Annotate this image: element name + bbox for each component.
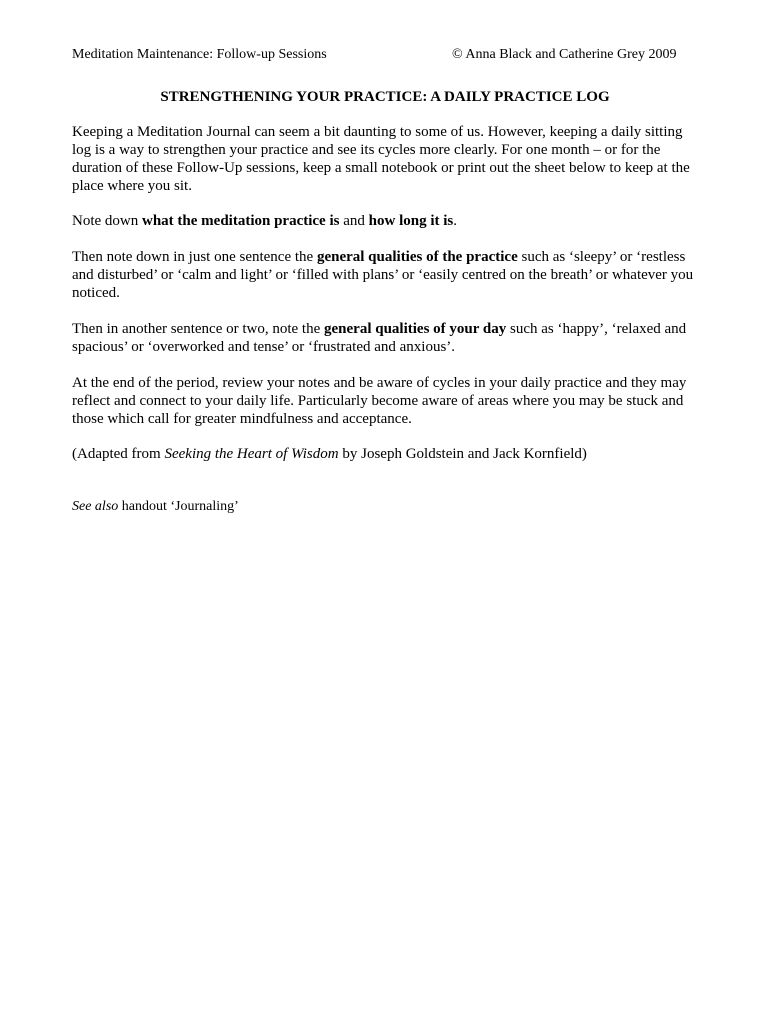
p2-text-c: and	[339, 213, 369, 229]
p2-text-a: Note down	[72, 213, 142, 229]
paragraph-day-qualities	[72, 320, 700, 356]
paragraph-practice-qualities	[72, 248, 700, 302]
p3-text-a: Then note down in just one sentence the	[72, 249, 317, 265]
paragraph-attribution	[72, 445, 700, 463]
p3-text-c: such as ‘sleepy’ or ‘restless and disturbed’ or ‘calm and light’ or ‘filled with plans’ or ‘easily centred on the breath’ or whatever you noticed.	[72, 249, 694, 301]
p2-bold-practice: what the meditation practice is	[142, 213, 340, 229]
p4-text-a: Then in another sentence or two, note the	[72, 321, 324, 337]
see-also-note	[72, 498, 239, 515]
running-header-left: Meditation Maintenance: Follow-up Sessions	[72, 47, 327, 62]
p2-bold-length: how long it is	[368, 213, 454, 229]
p6-text-a: (Adapted from	[72, 446, 165, 462]
paragraph-intro: Keeping a Meditation Journal can seem a bit daunting to some of us. However, keeping a daily sitting log is a way to strengthen your practice and see its cycles more clearly. For one month – or for the duration of these Follow-Up sessions, keep a small notebook or print out the sheet below to keep at the place where you sit.	[72, 124, 690, 194]
p6-text-c: by Joseph Goldstein and Jack Kornfield)	[338, 446, 587, 462]
p4-text-c: such as ‘happy’, ‘relaxed and spacious’ or ‘overworked and tense’ or ‘frustrated and anxious’.	[72, 321, 687, 355]
running-header-right: © Anna Black and Catherine Grey 2009	[452, 47, 677, 62]
see-also-label: See also	[72, 499, 119, 514]
paragraph-review: At the end of the period, review your notes and be aware of cycles in your daily practice and they may reflect and connect to your daily life. Particularly become aware of areas where you may be stuck and those which call for greater mindfulness and acceptance.	[72, 375, 687, 427]
see-also-text: handout ‘Journaling’	[118, 499, 239, 514]
p3-bold: general qualities of the practice	[316, 249, 518, 265]
p2-text-d: .	[453, 213, 457, 229]
p6-book-title: Seeking the Heart of Wisdom	[164, 446, 339, 462]
paragraph-note-down	[72, 212, 700, 230]
p4-bold: general qualities of your day	[324, 321, 507, 337]
page-title: STRENGTHENING YOUR PRACTICE: A DAILY PRACTICE LOG	[160, 89, 610, 105]
